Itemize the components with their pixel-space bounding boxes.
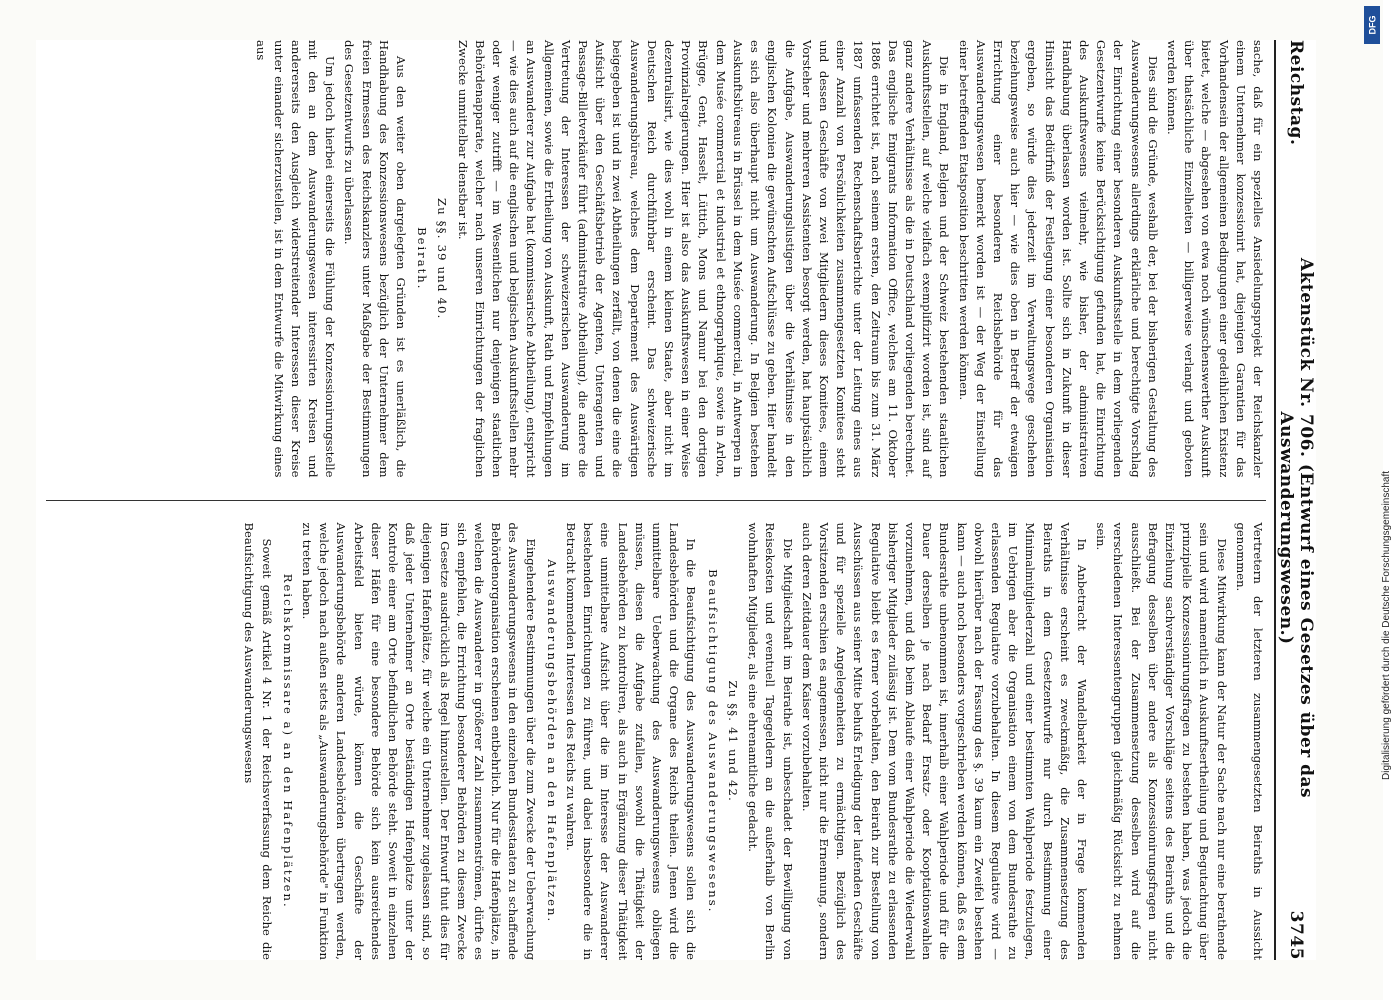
paragraph: sache, daß für ein spezielles Ansiedelungsprojekt der Reichskanzler einem Unternehmer konzessionirt hat, diejenigen Garantien für das Vorhandensein der allgemeinen Bedingungen einer gedeihlichen Existenz bietet, welche — abgesehen von etwa noch wünschenswerther Auskunft über thatsächliche Einzelheiten — billigerweise verlangt und geboten werden können. bbox=[1164, 40, 1265, 478]
paragraph: Vertretern der letzteren zusammengesetzten Beiraths in Aussicht genommen. bbox=[1233, 522, 1265, 960]
digitization-credit-text: Digitalisierung gefördert durch die Deutsche Forschungsgemeinschaft bbox=[1381, 470, 1392, 780]
paragraph: Die in England, Belgien und der Schweiz bestehenden staatlichen Auskunftsstellen, auf welche vielfach exemplifizirt worden ist, sind auf ganz andere Verhältnisse als die in Deutschland vorliegenden berechnet. Das englische Emigrants Information Office, welches am 11. Oktober 1886 errichtet ist, nach seinem ersten, den Zeitraum bis zum 31. März 1887 umfassenden Rechenschaftsberichte unter der Leitung eines aus einer Anzahl von Persönlichkeiten zusammengesetzten Komitees steht und dessen Geschäfte von zwei Mitgliedern dieses Komitees, einem Vorsteher und mehreren Assistenten besorgt werden, hat hauptsächlich die Aufgabe, Auswanderungslustigen über die Verhältnisse in den englischen Kolonien die gewünschten Aufschlüsse zu geben. Hier handelt es sich also überhaupt nicht um Auswanderung. In Belgien bestehen Auskunftsbüreaus in Brüssel in dem Musée commercial, in Antwerpen in dem Musée commercial et industriel et ethnographique, sowie in Arlon, Brügge, Gent, Hasselt, Lüttich, Mons und Namur bei den dortigen Provinzialregierungen. Hier ist also das Auskunftswesen in einer Weise dezentralisirt, wie dies wohl in einem kleinen Staate, aber nicht im Deutschen Reich durchführbar erscheint. Das schweizerische Auswanderungsbüreau, welches dem Departement des Auswärtigen beigegeben ist und in zwei Abtheilungen zerfällt, von denen die eine die Aufsicht über den Geschäftsbetrieb der Agenten, Unteragenten und Passage-Billetverkäufer führt (administrative Abtheilung), die andere die Vertretung der Interessen der schweizerischen Auswanderung im Allgemeinen, sowie die Ertheilung von Auskunft, Rath und Empfehlungen an Auswanderer zur Aufgabe hat (kommissarische Abtheilung), entspricht — wie dies auch auf die englischen und belgischen Auskunftsstellen mehr oder weniger zutrifft — im Wesentlichen nur denjenigen staatlichen Behördenapparate, welcher nach unseren Einrichtungen der fraglichen Zwecke unmittelbar dienstbar ist. bbox=[455, 40, 952, 478]
text-columns bbox=[46, 40, 1266, 960]
running-head bbox=[1274, 40, 1316, 960]
dfg-logo-text: DFG bbox=[1367, 15, 1377, 35]
header-left: Reichstag. bbox=[1286, 40, 1306, 146]
section-heading: Zu §§. 41 und 42. bbox=[725, 680, 740, 802]
left-column bbox=[46, 40, 1266, 478]
paragraph: Eingehendere Bestimmungen über die zum Zwecke der Ueberwachung des Auswanderungswesens in den einzelnen Bundesstaaten zu schaffende Behördenorganisation erscheinen entbehrlich. Nur für die Hafenplätze, in welchen die Auswanderer in größerer Zahl zusammenströmen, dürfte es sich empfehlen, die Errichtung besonderer Behörden zu diesem Zwecke im Gesetze ausdrücklich als Regel hinzustellen. Der Entwurf thut dies für diejenigen Hafenplätze, für welche ein Unternehmer zugelassen sind, so daß jeder Unternehmer an Orte beständigen Hafenplatze unter der Kontrole einer am Orte befindlichen Behörde steht. Soweit in einzelnen dieser Häfen für eine besondere Behörde sich kein ausreichendes Arbeitsfeld bieten würde, können die Geschäfte der Auswanderungsbehörde anderen Landesbehörden übertragen werden, welche jedoch nach außen stets als „Auswanderungsbehörde" in Funktion zu treten haben. bbox=[300, 522, 538, 960]
section-title: Beirath. bbox=[415, 227, 430, 291]
paragraph: Aus den weiter oben dargelegten Gründen ist es unerläßlich, die Handhabung des Konzessionswesens bezüglich der Unternehmer dem freien Ermessen des Reichskanzlers unter Maßgabe der Bestimmungen des Gesetzentwurfs zu überlassen. bbox=[342, 40, 409, 478]
paragraph: Um jedoch hierbei einerseits die Fühlung der Konzessionirungsstelle mit den an dem Auswanderungswesen interessirten Kreisen und andererseits den Ausgleich widerstreitender Interessen dieser Kreise unter einander sicherzustellen, ist in dem Entwurfe die Mitwirkung eines aus bbox=[254, 40, 338, 478]
column-divider bbox=[46, 500, 1266, 501]
section-title: Reichskommissare a) an den Hafenplätzen. bbox=[280, 573, 295, 909]
section-title: Auswanderungsbehörden an den Hafenplätzen. bbox=[544, 559, 559, 924]
header-title: Aktenstück Nr. 706. (Entwurf eines Gesetzes über das Auswanderungswesen.) bbox=[1276, 257, 1316, 799]
dfg-logo bbox=[1364, 6, 1380, 44]
digitization-credit bbox=[1360, 20, 1392, 1000]
section-title: Beaufsichtigung des Auswanderungswesens. bbox=[705, 569, 720, 914]
right-column bbox=[46, 523, 1266, 961]
document-page bbox=[36, 40, 1316, 960]
paragraph: Dies sind die Gründe, weshalb der, bei der bisherigen Gestaltung des Auswanderungswesens allerdings erklärliche und berechtigte Vorschlag der Einrichtung einer besonderen Auskunftsstelle in dem vorliegenden Gesetzentwurfe keine Berücksichtigung gefunden hat, die Einrichtung des Auskunftswesens vielmehr, wie bisher, der administrativen Handhabung überlassen worden ist. Sollte sich in Zukunft in dieser Hinsicht das Bedürfniß der Festlegung einer besonderen Organisation ergeben, so würde dies jederzeit im Verwaltungswege geschehen beziehungsweise auch hier — wie dies oben in Betreff der etwaigen Errichtung einer besonderen Reichsbehörde für das Auswanderungswesen bemerkt worden ist — der Weg der Einstellung einer betreffenden Etatsposition beschritten werden können. bbox=[956, 40, 1160, 478]
paragraph: In die Beaufsichtigung des Auswanderungswesens sollen sich die Landesbehörden und die Organe des Reichs theilen. Jenen wird die unmittelbare Ueberwachung des Auswanderungswesens obliegen müssen, diesen die Aufgabe zufallen, sowohl die Thätigkeit der Landesbehörden zu kontroliren, als auch in Ergänzung dieser Thätigkeit eine unmittelbare Aufsicht über die im Interesse der Auswanderer bestehenden Einrichtungen zu führen, und dabei insbesondere die in Betracht kommenden Interessen des Reichs zu wahren. bbox=[564, 522, 699, 960]
paragraph: In Anbetracht der Wandelbarkeit der in Frage kommenden Verhältnisse erscheint es zweckmäßig, die Zusammensetzung des Beiraths in dem Gesetzentwurfe nur durch Bestimmung einer Minimalmitgliederzahl und einer bestimmten Wahlperiode festzulegen, im Uebrigen aber die Organisation einem von dem Bundesrathe zu erlassenden Regulative vorzubehalten. In diesem Regulative wird — obwohl hierüber nach der Fassung des §. 39 kaum ein Zweifel bestehen kann — auch noch besonders vorgeschrieben werden können, daß es dem Bundesrathe unbenommen ist, innerhalb einer Wahlperiode und für die Dauer derselben je nach Bedarf Ersatz- oder Kooptationswahlen vorzunehmen, und daß beim Ablaufe einer Wahlperiode die Wiederwahl bisheriger Mitglieder zulässig ist. Dem vom Bundesrathe zu erlassenden Regulative bleibt es ferner vorbehalten, den Beirath zur Bestellung von Ausschüssen aus seiner Mitte behufs Erledigung der laufenden Geschäfte und für spezielle Angelegenheiten zu ermächtigen. Bezüglich des Vorsitzenden erschien es angemessen, nicht nur die Ernennung, sondern auch deren Zeitdauer dem Kaiser vorzubehalten. bbox=[799, 522, 1089, 960]
page-number: 3745 bbox=[1286, 910, 1306, 960]
paragraph: Die Mitgliedschaft im Beirathe ist, unbeschadet der Bewilligung von Reisekosten und eventuell Tagegeldern an die außerhalb von Berlin wohnhaften Mitglieder, als eine ehrenamtliche gedacht. bbox=[746, 522, 795, 960]
paragraph: Soweit gemäß Artikel 4 Nr. 1 der Reichsverfassung dem Reiche die Beaufsichtigung des Auswanderungswesens bbox=[242, 522, 274, 960]
paragraph: Diese Mitwirkung kann der Natur der Sache nach nur eine berathende sein und wird namentlich in Auskunftsertheilung und Begutachtung über prinzipielle Konzessionirungsfragen zu bestehen haben, was jedoch die Einziehung sachverständiger Vorschläge seitens des Beiraths und die Befragung desselben über andere als Konzessionirungsfragen nicht ausschließt. Bei der Zusammensetzung desselben wird auf die verschiedenen Interessentengruppen gleichmäßig Rücksicht zu nehmen sein. bbox=[1094, 522, 1229, 960]
section-heading: Zu §§. 39 und 40. bbox=[435, 198, 450, 320]
